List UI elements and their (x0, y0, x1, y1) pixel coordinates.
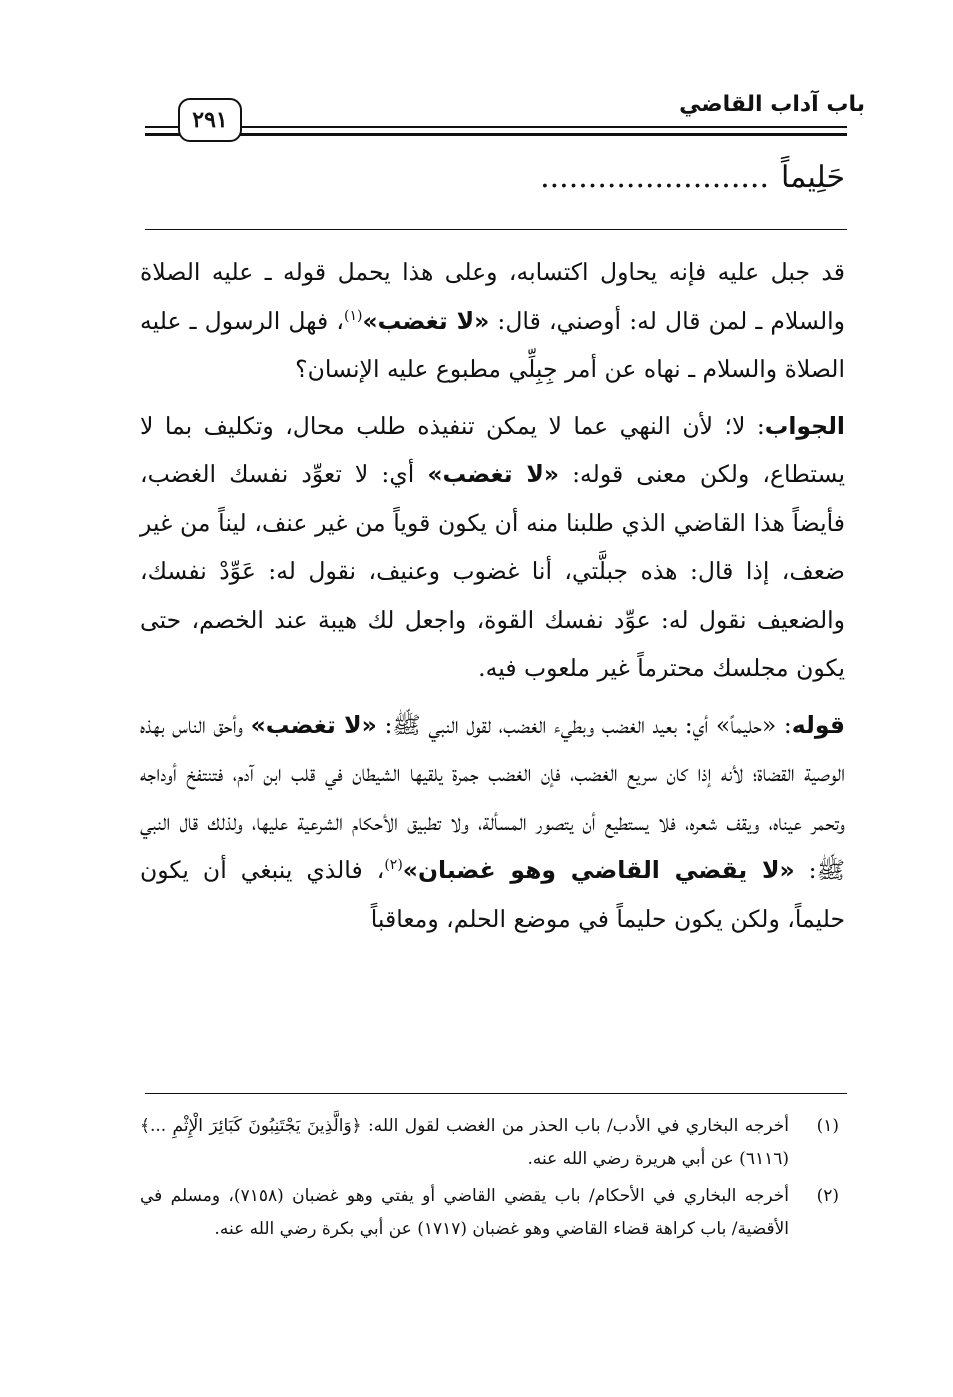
footnote-ref[interactable]: (١) (343, 307, 363, 324)
footnote (140, 1180, 845, 1246)
footnote-separator (145, 1093, 847, 1094)
footnote-number: (١) (816, 1116, 839, 1136)
footnote-ref[interactable]: (٢) (384, 857, 403, 874)
matn-quote (540, 160, 845, 195)
paragraph-lead: قوله (791, 710, 845, 739)
paragraph-2 (140, 402, 845, 693)
header-rule (145, 126, 847, 128)
page-number: ٢٩١ (178, 98, 242, 142)
footnote (140, 1110, 845, 1176)
text-run: ، فهل الرسول ـ عليه الصلاة والسلام ـ نهاه عن أمر جِبِلِّي مطبوع عليه الإنسان؟ (140, 306, 845, 383)
chapter-title: باب آداب القاضي (679, 92, 865, 117)
hadith-quote: «لا تغضب» (427, 460, 560, 488)
text-run: أي: لا تعوِّد نفسك الغضب، فأيضاً هذا القاضي الذي طلبنا منه أن يكون قوياً من غير عنف، ليناً من غير ضعف، إذا قال: هذه جبلَّتي، أنا غضوب وعنيف، نقول له: عَوِّدْ نفسك، والضعيف نقول له: عوِّد نفسك القوة، واجعل لك هيبة عند الخصم، حتى يكون مجلسك محترماً غير ملعوب فيه. (140, 460, 845, 682)
header-rule-thick (145, 133, 847, 136)
text-run: ، فالذي ينبغي أن يكون حليماً، ولكن يكون حليماً في موضع الحلم، ومعاقباً (140, 856, 845, 933)
matn-word: حَلِيماً (780, 160, 845, 195)
hadith-quote: «لا يقضي القاضي وهو غضبان» (402, 856, 795, 884)
matn-dots: ........................ (540, 160, 769, 195)
paragraph-3 (140, 701, 845, 944)
hadith-quote: «لا تغضب» (250, 710, 377, 739)
paragraph-lead: الجواب (764, 411, 845, 440)
footnotes (140, 1110, 845, 1246)
footnote-number: (٢) (816, 1186, 839, 1206)
paragraph-1 (140, 248, 845, 394)
text-run: وأحق الناس بهذه الوصية القضاة؛ لأنه إذا كان سريع الغضب، فإن الغضب جمرة يلقيها الشيطان في قلب ابن آدم، فتنتفخ أوداجه وتحمر عيناه، ويقف شعره، فلا يستطيع أن يتصور المسألة، ولا تطبيق الأحكام الشرعية عليها، ولذلك قال النبي ﷺ: (140, 710, 845, 884)
text-run: : «حليماً» أي: بعيد الغضب وبطيء الغضب، لقول النبي ﷺ: (376, 710, 792, 739)
footnote-text: أخرجه البخاري في الأدب/ باب الحذر من الغضب لقول الله: ﴿وَالَّذِينَ يَجْتَنِبُونَ كَبَائِرَ الْإِثْمِ ...﴾ (٦١١٦) عن أبي هريرة رضي الله عنه. (140, 1116, 789, 1169)
text-run: قد جبل عليه فإنه يحاول اكتسابه، وعلى هذا يحمل قوله ـ عليه الصلاة والسلام ـ لمن قال له: أوصني، قال: (140, 258, 846, 335)
hadith-quote: «لا تغضب» (362, 306, 490, 335)
text-run: : لا؛ لأن النهي عما لا يمكن تنفيذه طلب محال، وتكليف بما لا يستطاع، ولكن معنى قوله: (140, 411, 845, 488)
commentary-text (140, 248, 845, 943)
matn-separator (145, 229, 847, 230)
footnote-text: أخرجه البخاري في الأحكام/ باب يقضي القاضي أو يفتي وهو غضبان (٧١٥٨)، ومسلم في الأقضية/ باب كراهة قضاء القاضي وهو غضبان (١٧١٧) عن أبي بكرة رضي الله عنه. (140, 1186, 789, 1239)
